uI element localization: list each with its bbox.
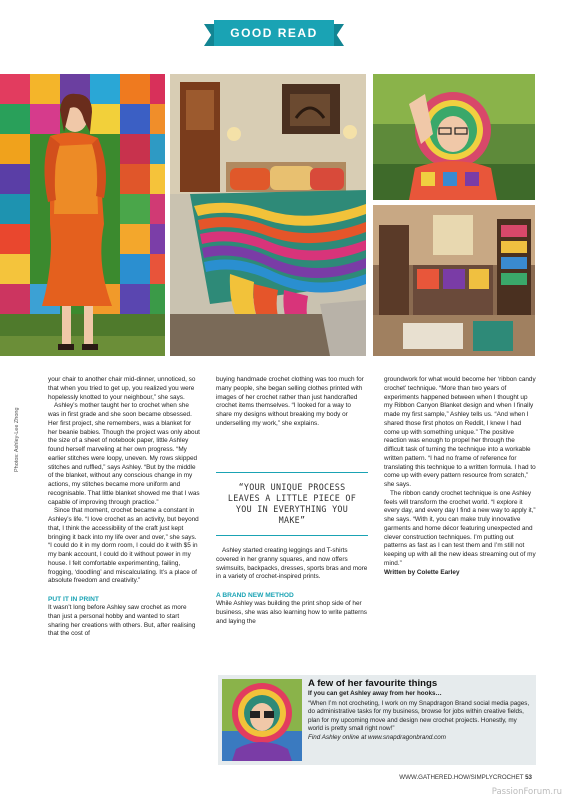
page-footer [399, 774, 532, 781]
photo-credit [4, 372, 18, 472]
byline: Written by Colette Earley [384, 568, 460, 576]
photo-ashley-standing [0, 74, 165, 356]
section-banner [204, 20, 344, 46]
box-body: “When I’m not crocheting, I work on my Snapdragon Brand social media pages, do administrative tasks for my business, browse for jobs within creative fields, plan for my upcoming move and design new crochet projects. Honestly, my world is pretty small right now!” [308, 699, 530, 732]
paragraph: buying handmade crochet clothing was too much for many people, she began selling clothes printed with images of her crochet rather than just handcrafted crochet items themselves. “I looked for a way to share my designs without breaking my body or underselling my work,” she explains. [216, 376, 364, 427]
article-column-1 [48, 376, 200, 639]
subheading-put-it-in-print: PUT IT IN PRINT [48, 596, 99, 603]
photo-studio-room [373, 205, 535, 356]
paragraph: The ribbon candy crochet technique is one Ashley feels will transform the crochet world. “I explore it every day, and every day I find a new way to apply it,” she says. “With it, you can make truly innovative garments and home décor featuring unexpected and clever construction techniques. I’m putting out patterns as fast as I can test them and I’m still not keeping up with all the new ideas streaming out of my mind.” [384, 489, 536, 567]
section-label: GOOD READ [230, 26, 318, 40]
banner-ribbon [214, 20, 334, 46]
paragraph: groundwork for what would become her ‘ribbon candy crochet’ technique. “More than two years of experiments happened between when I thought up my Ribbon Canyon Blanket design and when I finally made my first sample,” Ashley tells us. “And when I shared those first photos on Reddit, I knew I had come up with something unique.” The positive reaction was enough to propel her through the difficult task of turning the technique into a workable written pattern. “I had no frame of reference for translating this technique to a written formula. I had to come up with every pattern resource from scratch,” she says. [384, 376, 536, 488]
box-website: Find Ashley online at www.snapdragonbrand.com [308, 733, 447, 741]
paragraph: Since that moment, crochet became a constant in Ashley’s life. “I love crochet as an activity, but beyond that, I think the accessibility of the craft just kept bringing it back into my life over and over,” she says. “I could do it in my dorm room, I could do it with $5 in my bank account, I could do it without power in my house. I felt comfortable experimenting, failing, frogging, ‘doodling’ and miscalculating. It’s a place of absolute freedom and creativity.” [48, 507, 199, 585]
article-column-3 [384, 376, 536, 577]
photo-flower-hood [373, 74, 535, 200]
favourite-things-text [308, 678, 532, 742]
watermark: PassionForum.ru [491, 787, 562, 797]
footer-url: WWW.GATHERED.HOW/SIMPLYCROCHET [399, 774, 524, 781]
photo-ashley-flower-portrait [222, 679, 302, 761]
favourite-things-box [218, 675, 536, 765]
paragraph: Ashley started creating leggings and T-shirts covered in her granny squares, and now offers swimsuits, backpacks, dresses, sports bras and more in a variety of crochet-inspired prints. [216, 547, 368, 581]
box-lead: If you can get Ashley away from her hooks… [308, 690, 442, 697]
article-column-2-continued [216, 547, 368, 626]
photo-credit-text: Photos: Ashley-Lee Zhong [14, 407, 20, 472]
pull-quote-text: “YOUR UNIQUE PROCESS LEAVES A LITTLE PIECE OF YOU IN EVERYTHING YOU MAKE” [227, 482, 357, 525]
pull-quote [216, 472, 368, 536]
paragraph: Ashley’s mother taught her to crochet when she was in first grade and she soon became obsessed. Her first project, she remembers, was a blanket for her beanie babies. Though the project was only about the size of a sheet of notebook paper, little Ashley found herself marveling at her own progress. “My earlier stitches were loopy, uneven. My rows skipped stitches and ruffled,” says Ashley. “But by the middle of the blanket, without any conscious change in my actions, my stitches became more uniform and recognisable. That little blanket showed me that I was capable of improving through practice.” [48, 402, 200, 506]
paragraph: your chair to another chair mid-dinner, unnoticed, so that when you tried to get up, you realized you were hopelessly knotted to your neighbour,” she says. [48, 376, 196, 401]
paragraph: It wasn’t long before Ashley saw crochet as more than just a personal hobby and wanted to start sharing her creations with others. But, after realising that the cost of [48, 604, 196, 638]
article-column-2 [216, 376, 368, 429]
box-title: A few of her favourite things [308, 678, 438, 689]
photo-bedroom-blanket [170, 74, 366, 356]
page-number: 53 [525, 774, 532, 781]
subheading-brand-new-method: A BRAND NEW METHOD [216, 592, 294, 599]
paragraph: While Ashley was building the print shop side of her business, she was also learning how to write patterns and laying the [216, 600, 367, 625]
